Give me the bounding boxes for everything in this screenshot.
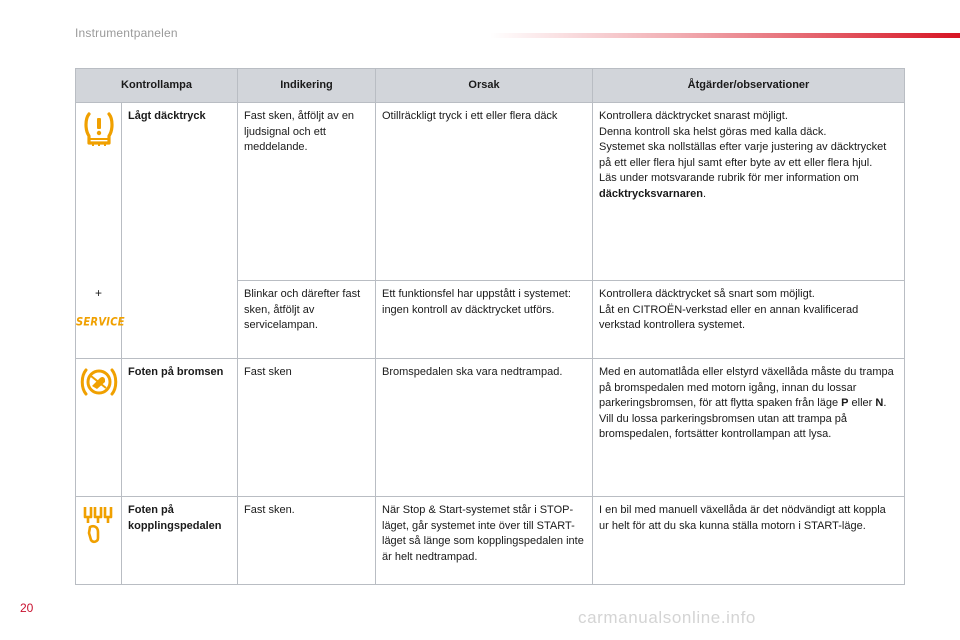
table-row <box>76 359 905 497</box>
foot-on-clutch-icon-cell <box>76 497 122 585</box>
indication-cell: Fast sken. <box>238 497 376 585</box>
indication-cell: Fast sken, åtföljt av en ljudsignal och ett meddelande. <box>238 103 376 281</box>
lamp-name-foot-on-brake: Foten på bromsen <box>122 359 238 497</box>
action-cell <box>593 359 905 497</box>
indication-cell: Blinkar och därefter fast sken, åtföljt av servicelampan. <box>238 281 376 359</box>
page-number: 20 <box>20 601 34 615</box>
indication-cell: Fast sken <box>238 359 376 497</box>
action-line: Kontrollera däcktrycket så snart som möjligt. <box>599 288 815 300</box>
action-line: Systemet ska nollställas efter varje justering av däcktrycket på ett eller flera hjul samt efter byte av ett eller flera hjul. <box>599 141 887 169</box>
action-bold-reference: däcktrycksvarnaren <box>599 187 703 200</box>
column-header-kontrollampa: Kontrollampa <box>76 69 238 103</box>
column-header-orsak: Orsak <box>376 69 593 103</box>
foot-on-brake-icon <box>80 367 118 397</box>
cause-cell: Ett funktionsfel har uppstått i systemet: ingen kontroll av däcktrycket utförs. <box>376 281 593 359</box>
section-title: Instrumentpanelen <box>75 26 178 40</box>
action-cell: I en bil med manuell växellåda är det nödvändigt att koppla ur helt för att du ska kunna ställa motorn i START-läge. <box>593 497 905 585</box>
tire-pressure-icon-cell <box>76 103 125 359</box>
warning-lamp-table <box>75 68 905 585</box>
action-line: Låt en CITROËN-verkstad eller en annan kvalificerad verkstad kontrollera systemet. <box>599 303 859 331</box>
table-row <box>76 103 905 281</box>
action-cell <box>593 103 905 281</box>
action-line: Med en automatlåda eller elstyrd växellåda måste du trampa på bromspedalen med motorn igång, innan du lossar parkeringsbromsen, för att flytta spaken från läge P eller N. <box>599 366 894 409</box>
action-line: Vill du lossa parkeringsbromsen utan att trampa på bromspedalen, fortsätter kontrollampan att lysa. <box>599 412 848 440</box>
watermark: carmanualsonline.info <box>578 608 756 627</box>
tire-pressure-warning-icon <box>82 110 116 148</box>
lamp-name-foot-on-clutch: Foten på kopplingspedalen <box>122 497 238 585</box>
action-line: Denna kontroll ska helst göras med kalla däck. <box>599 125 827 138</box>
foot-on-brake-icon-cell <box>76 359 122 497</box>
action-cell <box>593 281 905 359</box>
plus-sign: + <box>94 285 102 300</box>
cause-cell: Bromspedalen ska vara nedtrampad. <box>376 359 593 497</box>
foot-on-clutch-icon <box>81 503 117 545</box>
table-row <box>76 497 905 585</box>
table-header-row <box>76 69 905 103</box>
cause-cell: Otillräckligt tryck i ett eller flera däck <box>376 103 593 281</box>
header-red-rule <box>490 33 960 38</box>
action-line: Kontrollera däcktrycket snarast möjligt. <box>599 110 788 122</box>
column-header-indikering: Indikering <box>238 69 376 103</box>
lamp-name-low-tire-pressure: Lågt däcktryck <box>122 103 238 359</box>
service-icon: SERVICE <box>76 316 125 329</box>
column-header-atgarder: Åtgärder/observationer <box>593 69 905 103</box>
cause-cell: När Stop & Start-systemet står i STOP-läget, går systemet inte över till START-läget så länge som kopplingspedalen inte är helt nedtrampad. <box>376 497 593 585</box>
action-line: Läs under motsvarande rubrik för mer information om däcktrycksvarnaren. <box>599 172 859 200</box>
